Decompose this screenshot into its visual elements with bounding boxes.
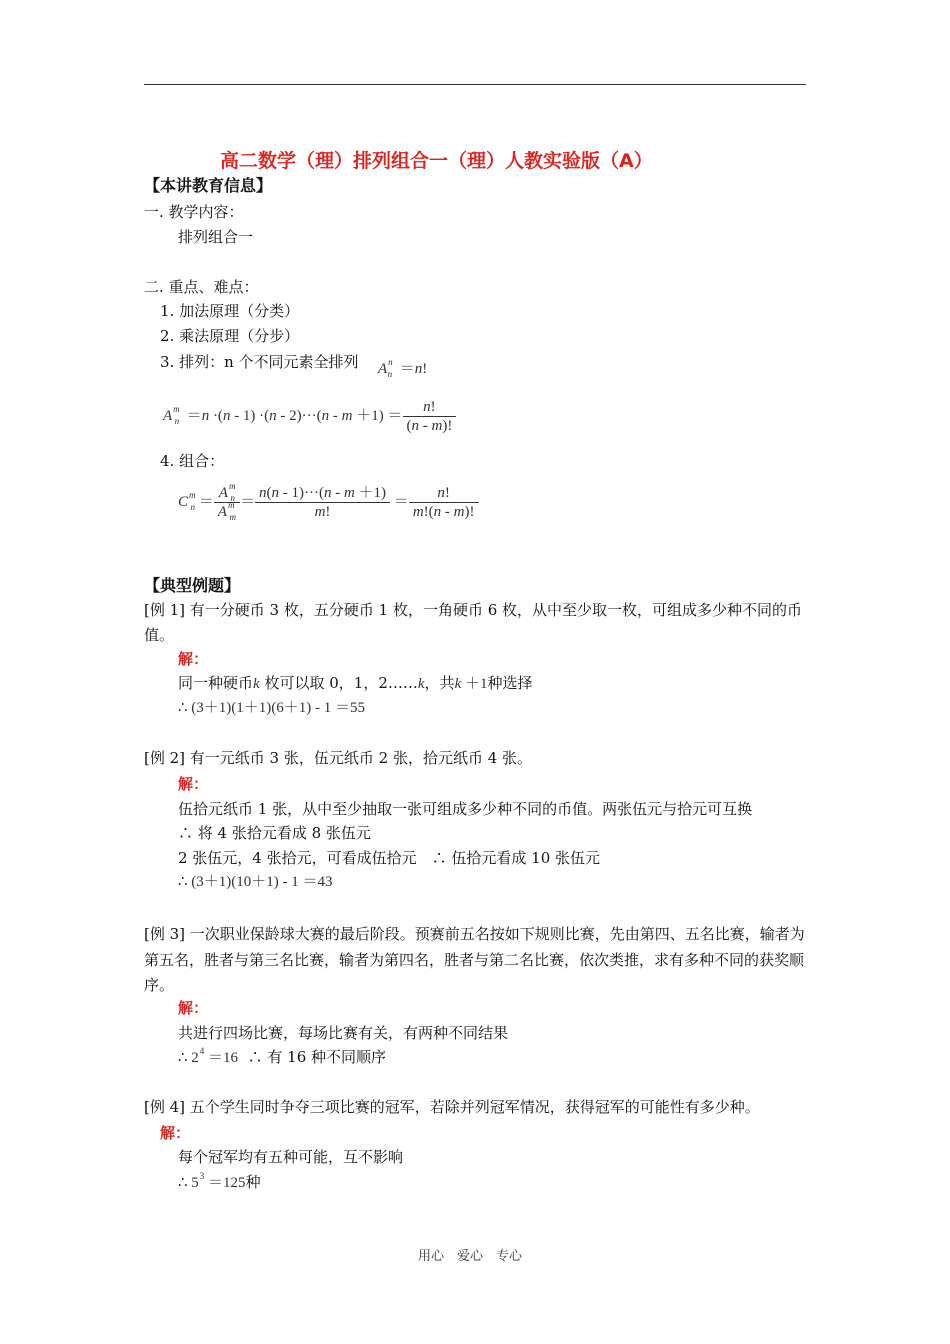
example-2-line2: ∴ 将 4 张拾元看成 8 张伍元 — [178, 824, 371, 842]
example-2-line1: 伍拾元纸币 1 张，从中至少抽取一张可组成多少种不同的币值。两张伍元与拾元可互换 — [178, 800, 753, 818]
example-1-line1: 同一种硬币k 枚可以取 0，1，2……k，共k ＋1种选择 — [178, 674, 533, 692]
example-1-line1-b: 枚可以取 0，1，2…… — [264, 674, 418, 692]
example-1-line1-c: ，共 — [424, 674, 455, 692]
example-4-question: [例 4] 五个学生同时争夺三项比赛的冠军，若除并列冠军情况，获得冠军的可能性有多少种。 — [144, 1098, 760, 1116]
page-footer: 用心 爱心 专心 — [418, 1249, 523, 1264]
example-3-solution-label: 解： — [178, 999, 209, 1017]
example-2-solution-label: 解： — [178, 775, 209, 793]
point-combination: 4. 组合： — [160, 452, 225, 470]
section-heading-examples: 【典型例题】 — [144, 576, 241, 595]
example-3-result: ∴ $2^4 =16$ ∴ 有 16 种不同顺序 — [178, 1046, 387, 1066]
example-4-result: ∴ $5^3 =125$种 — [178, 1171, 261, 1191]
example-1-line1-a: 同一种硬币 — [178, 674, 254, 692]
point-multiplication: 2. 乘法原理（分步） — [160, 327, 300, 345]
example-2-result: ∴ (3＋1)(10＋1) - 1 ＝43 — [178, 874, 333, 890]
example-4-result-unit: 种 — [245, 1173, 261, 1191]
example-3-line1: 共进行四场比赛，每场比赛有关，有两种不同结果 — [178, 1024, 509, 1042]
content-label: 一. 教学内容： — [144, 203, 244, 221]
key-points-label: 二. 重点、难点： — [144, 278, 259, 296]
section-heading-info: 【本讲教育信息】 — [144, 176, 273, 195]
point-permutation: 3. 排列：n 个不同元素全排列 — [160, 353, 359, 371]
formula-full-permutation: $A^n_n =n$! — [378, 357, 428, 379]
example-1-solution-label: 解： — [178, 650, 209, 668]
page-title: 高二数学（理）排列组合一（理）人教实验版（A） — [220, 150, 653, 172]
formula-permutation: $A^m_n =n \cdot(n - 1) \cdot(n - 2)\cdot\cdot\cdot(n - m +1)$ ＝ $\frac{n!}{(n - m)!}$ — [163, 398, 456, 435]
example-3-result-tail: ∴ 有 16 种不同顺序 — [247, 1048, 387, 1066]
example-1-question: [例 1] 有一分硬币 3 枚，五分硬币 1 枚，一角硬币 6 枚，从中至少取一枚，可组成多少种不同的币值。 — [144, 601, 803, 644]
point-addition: 1. 加法原理（分类） — [160, 302, 300, 320]
example-1-result: ∴ (3＋1)(1＋1)(6＋1) - 1 ＝55 — [178, 700, 366, 716]
formula-combination: $C^m_n$ ＝ $\frac{A^m_n}{A^m_m}$ ＝ $\frac{n(n - 1)\cdot\cdot\cdot(n - m +1)}{m!}$ ＝ $\frac{n!}{m!(n - m)!}$ — [178, 484, 479, 521]
header-rule — [144, 84, 806, 85]
example-4-line1: 每个冠军均有五种可能，互不影响 — [178, 1148, 404, 1166]
example-4-solution-label: 解： — [160, 1124, 191, 1142]
example-2-line3: 2 张伍元，4 张拾元，可看成伍拾元 ∴ 伍拾元看成 10 张伍元 — [178, 849, 601, 867]
content-value: 排列组合一 — [178, 228, 254, 246]
example-2-question: [例 2] 有一元纸币 3 张，伍元纸币 2 张，拾元纸币 4 张。 — [144, 749, 533, 767]
example-3-question: [例 3] 一次职业保龄球大赛的最后阶段。预赛前五名按如下规则比赛，先由第四、五名比赛，输者为第五名，胜者与第三名比赛，输者为第四名，胜者与第二名比赛，依次类推，求有多种不同的获奖顺序。 — [144, 925, 805, 994]
example-1-line1-d: 种选择 — [487, 674, 533, 692]
